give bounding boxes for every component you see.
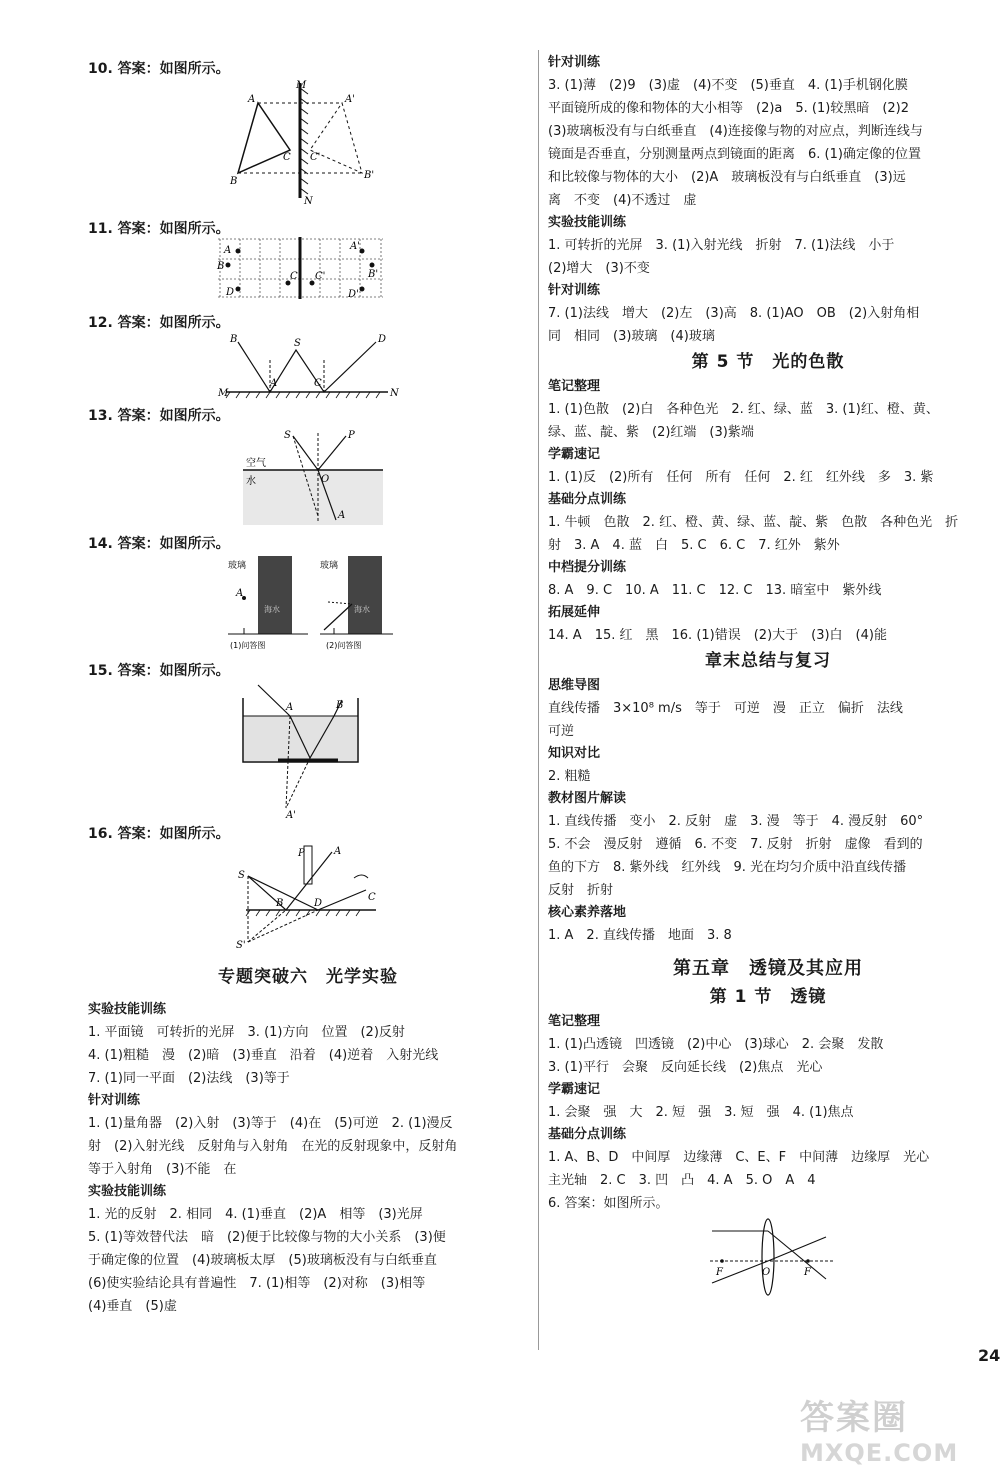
text-line: 3. (1)平行 会聚 反向延长线 (2)焦点 光心	[548, 1060, 823, 1075]
watermark-bottom: MXQE.COM	[800, 1439, 959, 1467]
block-heading: 实验技能训练	[88, 1184, 167, 1199]
figure-12-reflection	[218, 330, 398, 402]
summary-block-2	[548, 743, 988, 788]
fig6-label-f2: F	[804, 1267, 811, 1278]
block-heading: 核心素养落地	[548, 905, 627, 920]
fig10-label-m: M	[296, 80, 307, 91]
answer-14-label: 14. 答案：如图所示。	[88, 536, 230, 552]
sec5-block-4	[548, 557, 988, 602]
topic-block-2	[88, 1090, 528, 1181]
block-heading: 知识对比	[548, 746, 601, 761]
fig11-label-d: D	[226, 287, 235, 298]
summary-block-3	[548, 788, 988, 902]
text-line: 6. 答案：如图所示。	[548, 1196, 669, 1211]
fig12-label-s: S	[294, 338, 301, 349]
figure-13-refraction	[238, 428, 388, 528]
text-line: 反射 折射	[548, 883, 614, 898]
text-line: (4)垂直 (5)虚	[88, 1299, 177, 1314]
fig16-label-p: P	[298, 848, 305, 859]
section-5-title: 第 5 节 光的色散	[691, 352, 845, 372]
text-line: 14. A 15. 红 黑 16. (1)错误 (2)大于 (3)白 (4)能	[548, 628, 887, 643]
fig12-label-a: A	[270, 378, 278, 389]
text-line: 5. (1)等效替代法 暗 (2)便于比较像与物的大小关系 (3)便	[88, 1230, 446, 1245]
fig13-label-o: O	[321, 474, 330, 485]
fig14-glass-label-2: 玻璃	[320, 561, 339, 571]
right-block-a2	[548, 212, 988, 280]
text-line: (6)使实验结论具有普遍性 7. (1)相等 (2)对称 (3)相等	[88, 1276, 426, 1291]
text-line: 主光轴 2. C 3. 凹 凸 4. A 5. O A 4	[548, 1173, 816, 1188]
topic-title: 专题突破六 光学实验	[218, 967, 398, 987]
text-line: 2. 粗糙	[548, 769, 591, 784]
block-heading: 笔记整理	[548, 379, 601, 394]
figure-11-grid	[218, 237, 388, 301]
fig14-caption-2: (2)问答图	[326, 641, 362, 650]
block-heading: 学霸速记	[548, 1082, 601, 1097]
fig6-label-o: O	[762, 1267, 771, 1278]
fig16-label-s: S	[238, 870, 245, 881]
answer-13-label: 13. 答案：如图所示。	[88, 408, 230, 424]
column-divider	[538, 50, 539, 1350]
fig13-label-p: P	[348, 430, 355, 441]
fig13-label-a: A	[338, 510, 346, 521]
text-line: 1. (1)色散 (2)白 各种色光 2. 红、绿、蓝 3. (1)红、橙、黄、	[548, 402, 939, 417]
fig11-label-b1: B'	[368, 269, 379, 280]
fig16-label-c: C	[368, 892, 376, 903]
text-line: 1. A、B、D 中间厚 边缘薄 C、E、F 中间薄 边缘厚 光心	[548, 1150, 930, 1165]
block-heading: 针对训练	[548, 283, 601, 298]
fig13-water-label: 水	[246, 476, 256, 487]
text-line: 5. 不会 漫反射 遵循 6. 不变 7. 反射 折射 虚像 看到的	[548, 837, 923, 852]
fig10-label-b: B	[230, 176, 238, 187]
text-line: 鱼的下方 8. 紫外线 红外线 9. 光在均匀介质中沿直线传播	[548, 860, 907, 875]
text-line: 镜面是否垂直，分别测量两点到镜面的距离 6. (1)确定像的位置	[548, 147, 921, 162]
answer-12-label: 12. 答案：如图所示。	[88, 315, 230, 331]
text-line: 可逆	[548, 724, 575, 739]
answer-10-label: 10. 答案：如图所示。	[88, 61, 230, 77]
answer-16-label: 16. 答案：如图所示。	[88, 826, 230, 842]
fig16-label-a: A	[334, 846, 342, 857]
right-column	[548, 52, 988, 1297]
fig10-label-n: N	[304, 196, 313, 207]
right-block-a1	[548, 52, 988, 212]
text-line: 3. (1)薄 (2)9 (3)虚 (4)不变 (5)垂直 4. (1)手机钢化膜	[548, 78, 908, 93]
block-heading: 中档提分训练	[548, 560, 627, 575]
summary-block-1	[548, 675, 988, 743]
sec5-block-1	[548, 376, 988, 444]
fig14-glass-label-1: 玻璃	[228, 561, 247, 571]
fig14-caption-1: (1)问答图	[230, 641, 266, 650]
fig11-label-c: C	[290, 271, 298, 282]
block-heading: 教材图片解读	[548, 791, 627, 806]
fig15-label-a1: A'	[286, 810, 296, 821]
fig10-label-c1: C'	[310, 152, 321, 163]
fig12-label-m: M	[218, 388, 229, 399]
answer-11-label: 11. 答案：如图所示。	[88, 221, 230, 237]
figure-14-glass-blocks	[228, 552, 488, 652]
fig10-label-a1: A'	[345, 94, 355, 105]
text-line: (2)增大 (3)不变	[548, 261, 650, 276]
text-line: 1. 直线传播 变小 2. 反射 虚 3. 漫 等于 4. 漫反射 60°	[548, 814, 924, 829]
left-column	[88, 0, 528, 1471]
chapter-title: 第五章 透镜及其应用	[673, 958, 863, 979]
fig16-label-s1: S'	[236, 940, 246, 951]
text-line: 于确定像的位置 (4)玻璃板太厚 (5)玻璃板没有与白纸垂直	[88, 1253, 437, 1268]
sec5-block-2	[548, 444, 988, 489]
fig10-label-a: A	[248, 94, 256, 105]
fig11-label-a1: A'	[350, 241, 360, 252]
text-line: 1. 牛顿 色散 2. 红、橙、黄、绿、蓝、靛、紫 色散 各种色光 折	[548, 515, 959, 530]
text-line: 直线传播 3×10⁸ m/s 等于 可逆 漫 正立 偏折 法线	[548, 701, 903, 716]
text-line: 1. 会聚 强 大 2. 短 强 3. 短 强 4. (1)焦点	[548, 1105, 854, 1120]
text-line: 4. (1)粗糙 漫 (2)暗 (3)垂直 沿着 (4)逆着 入射光线	[88, 1048, 439, 1063]
fig12-label-n: N	[390, 388, 399, 399]
text-line: (3)玻璃板没有与白纸垂直 (4)连接像与物的对应点，判断连线与	[548, 124, 923, 139]
text-line: 1. (1)凸透镜 凹透镜 (2)中心 (3)球心 2. 会聚 发散	[548, 1037, 884, 1052]
fig12-label-b: B	[230, 334, 238, 345]
block-heading: 思维导图	[548, 678, 601, 693]
block-heading: 实验技能训练	[548, 215, 627, 230]
figure-16-plane-mirror	[236, 842, 386, 950]
block-heading: 笔记整理	[548, 1014, 601, 1029]
text-line: 1. 平面镜 可转折的光屏 3. (1)方向 位置 (2)反射	[88, 1025, 405, 1040]
text-line: 1. 光的反射 2. 相同 4. (1)垂直 (2)A 相等 (3)光屏	[88, 1207, 423, 1222]
fig16-label-d: D	[314, 898, 323, 909]
fig11-label-d1: D'	[348, 289, 359, 300]
sec1-block-1	[548, 1011, 988, 1079]
block-heading: 基础分点训练	[548, 1127, 627, 1142]
fig12-label-c: C	[314, 378, 322, 389]
fig14-label-a: A	[236, 588, 244, 599]
sec1-block-3	[548, 1124, 988, 1215]
block-heading: 针对训练	[88, 1093, 141, 1108]
text-line: 同 相同 (3)玻璃 (4)玻璃	[548, 329, 715, 344]
text-line: 1. A 2. 直线传播 地面 3. 8	[548, 928, 732, 943]
text-line: 1. 可转折的光屏 3. (1)入射光线 折射 7. (1)法线 小于	[548, 238, 895, 253]
text-line: 和比较像与物体的大小 (2)A 玻璃板没有与白纸垂直 (3)远	[548, 170, 906, 185]
block-heading: 拓展延伸	[548, 605, 601, 620]
figure-10-mirror-image	[228, 78, 418, 208]
fig15-label-a: A	[286, 702, 294, 713]
fig10-label-b1: B'	[364, 170, 375, 181]
watermark-top: 答案圈	[800, 1398, 908, 1438]
section-1-title: 第 1 节 透镜	[709, 987, 827, 1007]
fig11-label-c1: C'	[315, 271, 326, 282]
block-heading: 学霸速记	[548, 447, 601, 462]
text-line: 7. (1)法线 增大 (2)左 (3)高 8. (1)AO OB (2)入射角相	[548, 306, 920, 321]
text-line: 离 不变 (4)不透过 虚	[548, 193, 697, 208]
text-line: 射 3. A 4. 蓝 白 5. C 6. C 7. 红外 紫外	[548, 538, 840, 553]
fig15-label-b: B	[336, 700, 344, 711]
fig14-water-label-2: 海水	[354, 605, 370, 614]
fig6-label-f1: F	[716, 1267, 723, 1278]
text-line: 7. (1)同一平面 (2)法线 (3)等于	[88, 1071, 290, 1086]
figure-6-convex-lens	[708, 1217, 838, 1297]
watermark	[800, 1390, 995, 1465]
text-line: 8. A 9. C 10. A 11. C 12. C 13. 暗室中 紫外线	[548, 583, 882, 598]
page-number: 24	[978, 1346, 1000, 1365]
fig16-label-b: B	[276, 898, 284, 909]
fig13-label-s: S	[284, 430, 291, 441]
text-line: 射 (2)入射光线 反射角与入射角 在光的反射现象中，反射角	[88, 1139, 458, 1154]
sec5-block-3	[548, 489, 988, 557]
block-heading: 基础分点训练	[548, 492, 627, 507]
text-line: 1. (1)反 (2)所有 任何 所有 任何 2. 红 红外线 多 3. 紫	[548, 470, 934, 485]
text-line: 等于入射角 (3)不能 在	[88, 1162, 237, 1177]
summary-title: 章末总结与复习	[705, 651, 831, 671]
summary-block-4	[548, 902, 988, 947]
text-line: 平面镜所成的像和物体的大小相等 (2)a 5. (1)较黑暗 (2)2	[548, 101, 910, 116]
fig14-water-label-1: 海水	[264, 605, 280, 614]
text-line: 绿、蓝、靛、紫 (2)红端 (3)紫端	[548, 425, 754, 440]
sec1-block-2	[548, 1079, 988, 1124]
block-heading: 针对训练	[548, 55, 601, 70]
right-block-a3	[548, 280, 988, 348]
topic-block-1	[88, 999, 528, 1090]
fig11-label-b: B	[217, 261, 225, 272]
fig13-air-label: 空气	[246, 458, 266, 469]
topic-block-3	[88, 1181, 528, 1318]
figure-15-container	[238, 680, 368, 820]
fig11-label-a: A	[224, 245, 232, 256]
block-heading: 实验技能训练	[88, 1002, 167, 1017]
fig10-label-c: C	[283, 152, 291, 163]
answer-15-label: 15. 答案：如图所示。	[88, 663, 230, 679]
topic-section	[88, 963, 528, 1318]
fig12-label-d: D	[378, 334, 387, 345]
text-line: 1. (1)量角器 (2)入射 (3)等于 (4)在 (5)可逆 2. (1)漫反	[88, 1116, 453, 1131]
sec5-block-5	[548, 602, 988, 647]
